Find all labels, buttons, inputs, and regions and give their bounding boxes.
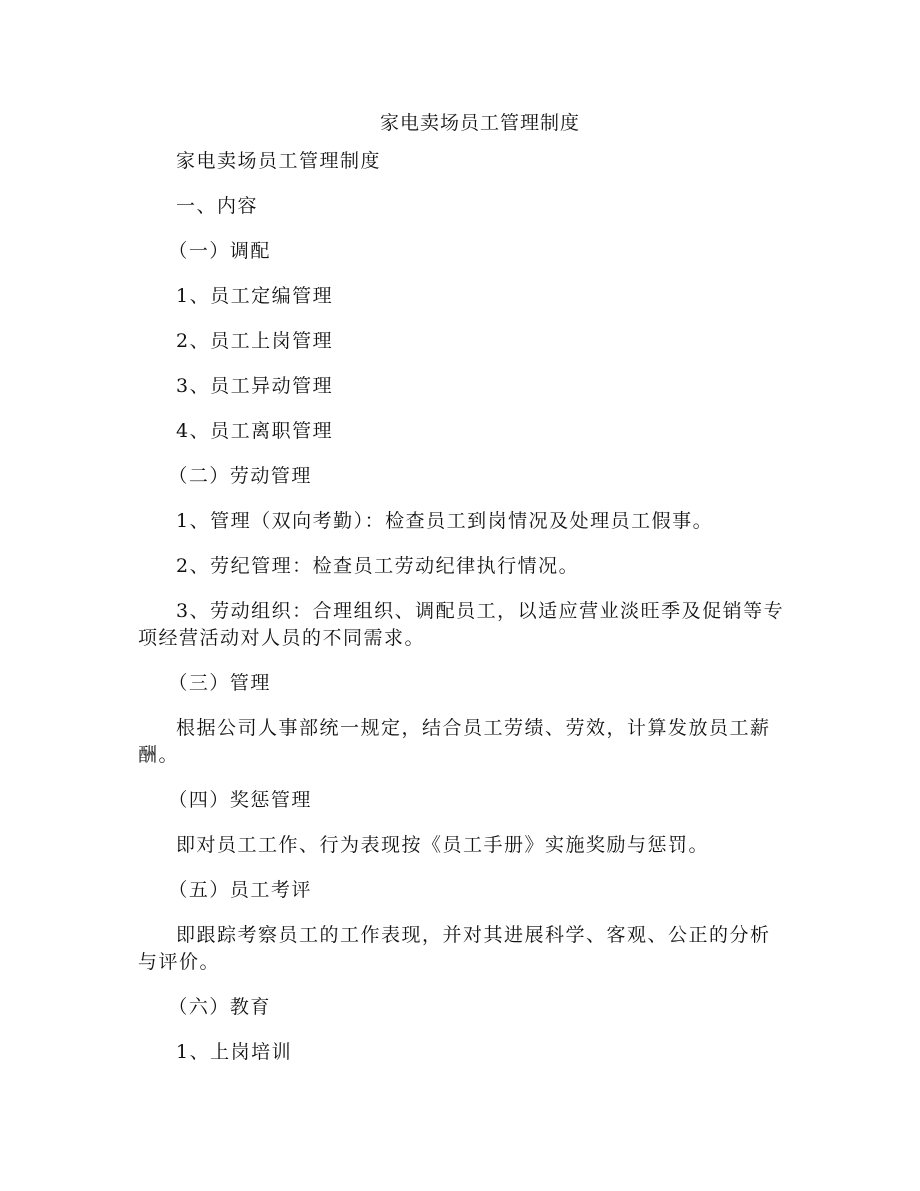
list-item: 2、劳纪管理：检查员工劳动纪律执行情况。 <box>176 555 580 577</box>
list-item: 3、员工异动管理 <box>176 375 334 397</box>
list-item: 2、员工上岗管理 <box>176 330 334 352</box>
subsection-management: （三）管理 <box>168 672 271 694</box>
paragraph-heading: 家电卖场员工管理制度 <box>176 150 382 172</box>
subsection-evaluation: （五）员工考评 <box>168 879 312 901</box>
subsection-rewards: （四）奖惩管理 <box>168 789 312 811</box>
subsection-education: （六）教育 <box>168 996 271 1018</box>
subsection-labor-management: （二）劳动管理 <box>168 465 312 487</box>
list-item: 1、员工定编管理 <box>176 285 334 307</box>
list-item: 3、劳动组织：合理组织、调配员工，以适应营业淡旺季及促销等专项经营活动对人员的不同需求。 <box>138 600 785 649</box>
document-title: 家电卖场员工管理制度 <box>379 112 580 134</box>
body-paragraph: 即对员工工作、行为表现按《员工手册》实施奖励与惩罚。 <box>176 834 710 856</box>
list-item: 1、管理（双向考勤）：检查员工到岗情况及处理员工假事。 <box>176 510 714 532</box>
list-item: 1、上岗培训 <box>176 1041 293 1063</box>
section-content: 一、内容 <box>176 195 259 217</box>
list-item: 4、员工离职管理 <box>176 420 334 442</box>
subsection-allocation: （一）调配 <box>168 240 271 262</box>
body-paragraph: 根据公司人事部统一规定，结合员工劳绩、劳效，计算发放员工薪酬。 <box>138 717 771 766</box>
body-paragraph: 即跟踪考察员工的工作表现，并对其进展科学、客观、公正的分析与评价。 <box>138 924 771 973</box>
document-body <box>138 148 788 1084</box>
